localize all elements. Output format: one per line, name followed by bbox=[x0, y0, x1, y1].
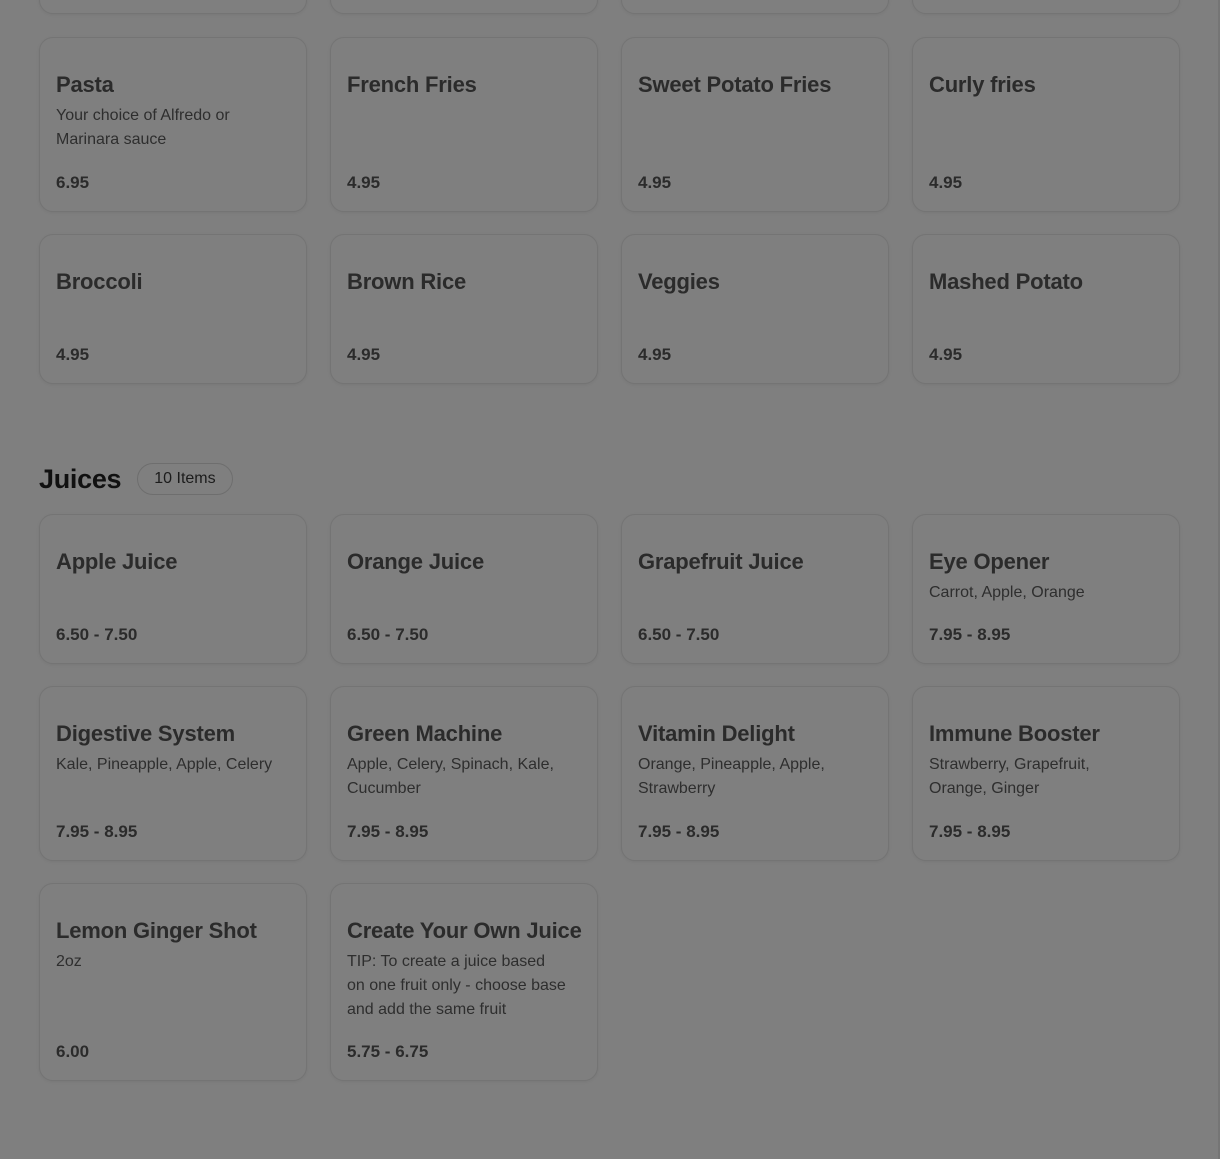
menu-item-card[interactable] bbox=[330, 514, 598, 664]
item-name: Create Your Own Juice bbox=[347, 918, 582, 943]
item-name: Green Machine bbox=[347, 721, 503, 746]
item-description: 2oz bbox=[56, 953, 82, 970]
previous-row-partial bbox=[39, 0, 1180, 14]
item-price: 6.00 bbox=[56, 1042, 90, 1061]
item-name: Digestive System bbox=[56, 721, 235, 746]
menu-item-card[interactable] bbox=[912, 234, 1180, 384]
menu-item-card[interactable] bbox=[621, 234, 889, 384]
section-title: Juices bbox=[39, 463, 122, 494]
item-price: 4.95 bbox=[638, 173, 672, 192]
item-name: Orange Juice bbox=[347, 549, 484, 574]
item-name: Lemon Ginger Shot bbox=[56, 918, 257, 943]
item-price: 4.95 bbox=[929, 345, 963, 364]
item-price: 7.95 - 8.95 bbox=[929, 822, 1011, 841]
menu-item-card-partial[interactable] bbox=[39, 0, 307, 14]
item-description: Apple, Celery, Spinach, Kale, Cucumber bbox=[347, 756, 554, 797]
menu-item-card[interactable] bbox=[330, 686, 598, 861]
item-name: Immune Booster bbox=[929, 721, 1100, 746]
item-price: 6.50 - 7.50 bbox=[347, 625, 429, 644]
menu-item-card[interactable] bbox=[621, 686, 889, 861]
item-name: Grapefruit Juice bbox=[638, 549, 804, 574]
item-name: Apple Juice bbox=[56, 549, 178, 574]
item-description: Your choice of Alfredo or Marinara sauce bbox=[56, 107, 230, 148]
item-description: TIP: To create a juice based on one fruit only - choose base and add the same fruit bbox=[347, 953, 566, 1018]
menu-item-card[interactable] bbox=[39, 686, 307, 861]
item-price: 4.95 bbox=[347, 173, 381, 192]
item-description: Kale, Pineapple, Apple, Celery bbox=[56, 756, 273, 773]
menu-item-card[interactable] bbox=[621, 37, 889, 212]
menu-item-card[interactable] bbox=[330, 37, 598, 212]
item-price: 6.50 - 7.50 bbox=[638, 625, 720, 644]
item-price: 4.95 bbox=[347, 345, 381, 364]
menu-item-card-partial[interactable] bbox=[912, 0, 1180, 14]
item-description: Strawberry, Grapefruit, Orange, Ginger bbox=[929, 756, 1090, 797]
juices-section-header bbox=[39, 460, 233, 498]
item-name: Curly fries bbox=[929, 72, 1036, 97]
menu-item-card-partial[interactable] bbox=[621, 0, 889, 14]
item-name: Pasta bbox=[56, 72, 114, 97]
item-description: Orange, Pineapple, Apple, Strawberry bbox=[638, 756, 825, 797]
item-description: Carrot, Apple, Orange bbox=[929, 584, 1085, 601]
item-price: 7.95 - 8.95 bbox=[347, 822, 429, 841]
menu-item-card[interactable] bbox=[39, 234, 307, 384]
item-price: 7.95 - 8.95 bbox=[56, 822, 138, 841]
item-name: Broccoli bbox=[56, 269, 143, 294]
menu-item-card[interactable] bbox=[39, 37, 307, 212]
item-price: 7.95 - 8.95 bbox=[929, 625, 1011, 644]
menu-item-card[interactable] bbox=[39, 883, 307, 1081]
item-price: 4.95 bbox=[56, 345, 90, 364]
item-price: 6.95 bbox=[56, 173, 90, 192]
item-price: 6.50 - 7.50 bbox=[56, 625, 138, 644]
item-price: 4.95 bbox=[929, 173, 963, 192]
item-name: Eye Opener bbox=[929, 549, 1050, 574]
juices-grid bbox=[39, 514, 1180, 1081]
item-name: Vitamin Delight bbox=[638, 721, 795, 746]
menu-item-card[interactable] bbox=[912, 37, 1180, 212]
menu-item-card[interactable] bbox=[621, 514, 889, 664]
item-price: 7.95 - 8.95 bbox=[638, 822, 720, 841]
sides-grid bbox=[39, 37, 1180, 384]
item-price: 4.95 bbox=[638, 345, 672, 364]
item-name: Brown Rice bbox=[347, 269, 467, 294]
menu-item-card[interactable] bbox=[330, 234, 598, 384]
item-count-badge: 10 Items bbox=[137, 463, 232, 495]
item-price: 5.75 - 6.75 bbox=[347, 1042, 429, 1061]
menu-item-card[interactable] bbox=[912, 686, 1180, 861]
menu-item-card[interactable] bbox=[912, 514, 1180, 664]
menu-item-card-partial[interactable] bbox=[330, 0, 598, 14]
item-name: Sweet Potato Fries bbox=[638, 72, 832, 97]
item-name: Mashed Potato bbox=[929, 269, 1083, 294]
menu-item-card[interactable] bbox=[39, 514, 307, 664]
item-name: Veggies bbox=[638, 269, 720, 294]
item-name: French Fries bbox=[347, 72, 477, 97]
menu-item-card[interactable] bbox=[330, 883, 598, 1081]
